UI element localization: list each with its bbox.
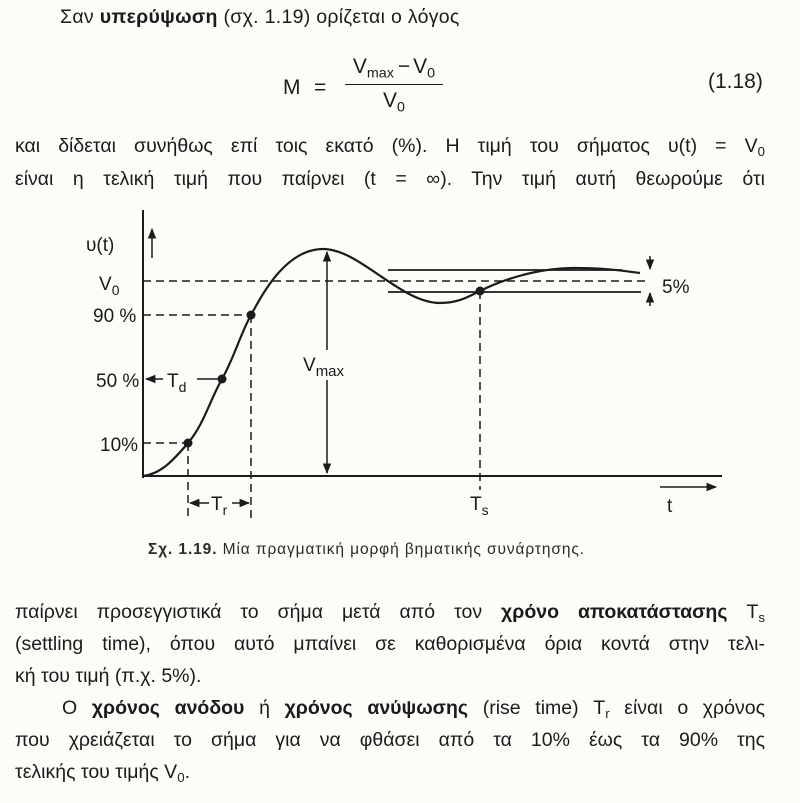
figure-caption-number: Σχ. 1.19. bbox=[148, 541, 218, 558]
p10-level-label: 10% bbox=[100, 435, 139, 456]
equation-lhs: M bbox=[283, 76, 301, 99]
td-label-main: T bbox=[167, 371, 179, 392]
body-line-1-mid: T bbox=[727, 601, 759, 623]
band-label: 5% bbox=[662, 277, 690, 298]
point-10-percent bbox=[184, 439, 193, 448]
intro-line-2 bbox=[15, 135, 765, 160]
td-label bbox=[167, 371, 186, 395]
y-axis-label: υ(t) bbox=[86, 235, 115, 256]
body-line-1 bbox=[15, 601, 765, 626]
point-settling bbox=[476, 287, 485, 296]
body-line-4 bbox=[62, 697, 765, 722]
ts-label bbox=[470, 494, 489, 518]
body-line-2: (settling time), όπου αυτό μπαίνει σε καθορισμένα όρια κοντά στην τελι- bbox=[15, 633, 765, 655]
ts-label-sub: s bbox=[481, 502, 489, 518]
body-line-4-pre: Ο bbox=[62, 697, 92, 719]
intro-line-2-sub: 0 bbox=[757, 144, 765, 160]
term-rise-time-1: χρόνος ανόδου bbox=[91, 697, 245, 719]
equation-denominator bbox=[340, 89, 448, 116]
numerator-minus: − bbox=[397, 55, 411, 78]
body-line-6-sub: 0 bbox=[177, 770, 185, 786]
v0-level-label-sub: 0 bbox=[111, 282, 120, 298]
body-line-1-pre: παίρνει προσεγγιστικά το σήμα μετά από τον bbox=[15, 601, 502, 623]
body-line-4-mid2: (rise time) T bbox=[468, 697, 606, 719]
td-label-sub: d bbox=[178, 379, 187, 395]
point-50-percent bbox=[218, 375, 227, 384]
tr-label bbox=[211, 494, 228, 518]
vmax-label-main: V bbox=[303, 355, 316, 376]
intro-line-3: είναι η τελική τιμή που παίρνει (t = ∞). Την τιμή αυτή θεωρούμε ότι bbox=[15, 168, 765, 190]
body-line-6-post: . bbox=[184, 761, 190, 783]
body-line-4-mid1: ή bbox=[244, 697, 285, 719]
equation-number: (1.18) bbox=[708, 70, 763, 93]
step-response-figure bbox=[0, 200, 800, 530]
numerator-v1-sub: max bbox=[366, 65, 394, 82]
intro-line-1-pre: Σαν bbox=[60, 6, 100, 28]
body-line-5: που χρειάζεται το σήμα για να φθάσει από τα 10% έως τα 90% της bbox=[15, 729, 765, 751]
equation-equals: = bbox=[314, 76, 327, 99]
fraction-bar bbox=[345, 84, 443, 85]
vmax-label-sub: max bbox=[315, 363, 345, 380]
x-axis-label: t bbox=[667, 496, 673, 517]
intro-line-2-text: και δίδεται συνήθως επί τοις εκατό (%). Η τιμή του σήματος υ(t) = V bbox=[15, 135, 758, 157]
denominator-v: V bbox=[383, 89, 398, 112]
numerator-v1: V bbox=[352, 55, 367, 78]
v0-level-label bbox=[99, 274, 120, 298]
v0-level-label-main: V bbox=[99, 274, 112, 295]
body-line-4-sub: r bbox=[605, 706, 610, 722]
equation-numerator bbox=[340, 55, 448, 82]
p90-level-label: 90 % bbox=[93, 306, 137, 327]
term-settling-time: χρόνο αποκατάστασης bbox=[501, 601, 728, 623]
figure-caption-text: Μία πραγματική μορφή βηματικής συνάρτησης. bbox=[217, 541, 585, 558]
p50-level-label: 50 % bbox=[96, 371, 140, 392]
intro-line-1 bbox=[60, 6, 460, 28]
figure-caption bbox=[148, 541, 585, 559]
numerator-v2: V bbox=[413, 55, 428, 78]
denominator-v-sub: 0 bbox=[397, 99, 405, 116]
numerator-v2-sub: 0 bbox=[427, 65, 436, 82]
body-line-1-sub: s bbox=[758, 610, 765, 626]
ts-label-main: T bbox=[470, 494, 482, 515]
tr-label-sub: r bbox=[222, 502, 228, 518]
term-rise-time-2: χρόνος ανύψωσης bbox=[284, 697, 469, 719]
body-line-6 bbox=[15, 761, 190, 786]
intro-line-1-post: (σχ. 1.19) ορίζεται ο λόγος bbox=[217, 6, 460, 28]
body-line-3: κή του τιμή (π.χ. 5%). bbox=[15, 665, 202, 687]
body-line-6-pre: τελικής του τιμής V bbox=[15, 761, 178, 783]
term-overshoot: υπερύψωση bbox=[99, 6, 218, 28]
body-line-4-post: είναι ο χρόνος bbox=[609, 697, 765, 719]
response-curve bbox=[143, 249, 640, 476]
point-90-percent bbox=[247, 311, 256, 320]
tr-label-main: T bbox=[211, 494, 223, 515]
